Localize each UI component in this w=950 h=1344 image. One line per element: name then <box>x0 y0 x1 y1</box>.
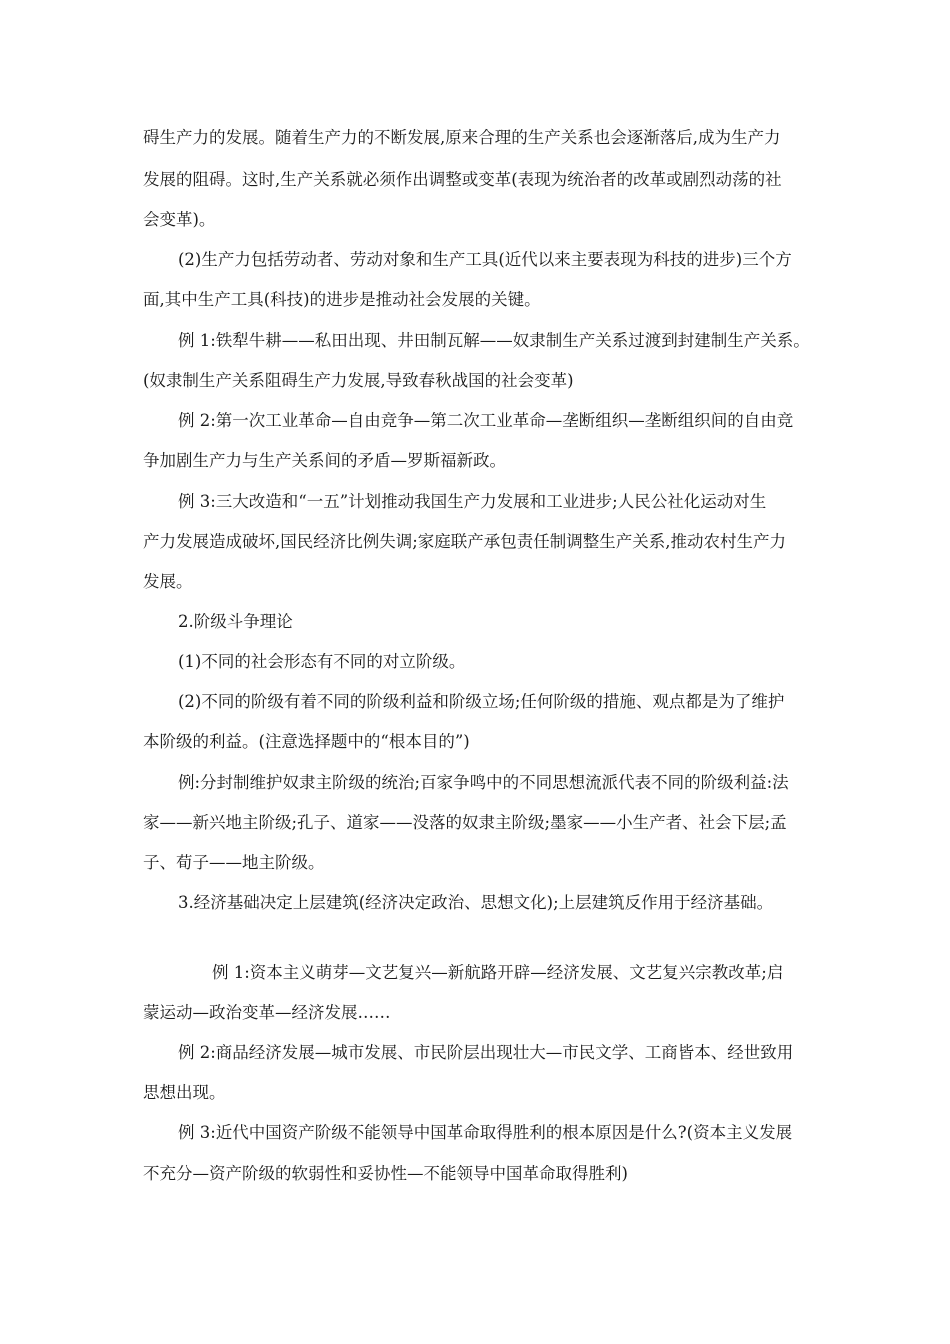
text-line: 发展的阻碍。这时,生产关系就必须作出调整或变革(表现为统治者的改革或剧烈动荡的社 <box>143 170 782 189</box>
text-line: 面,其中生产工具(科技)的进步是推动社会发展的关键。 <box>143 290 541 309</box>
text-line: 家——新兴地主阶级;孔子、道家——没落的奴隶主阶级;墨家——小生产者、社会下层;孟 <box>143 813 787 832</box>
text-line: 例:分封制维护奴隶主阶级的统治;百家争鸣中的不同思想流派代表不同的阶级利益:法 <box>178 773 789 792</box>
text-line: 例 2:第一次工业革命—自由竞争—第二次工业革命—垄断组织—垄断组织间的自由竞 <box>178 411 794 430</box>
text-line: (2)不同的阶级有着不同的阶级利益和阶级立场;任何阶级的措施、观点都是为了维护 <box>178 692 785 711</box>
text-line: 例 2:商品经济发展—城市发展、市民阶层出现壮大—市民文学、工商皆本、经世致用 <box>178 1043 794 1062</box>
text-line: (2)生产力包括劳动者、劳动对象和生产工具(近代以来主要表现为科技的进步)三个方 <box>178 250 792 269</box>
text-line: 思想出现。 <box>143 1083 226 1102</box>
text-line: 蒙运动—政治变革—经济发展…… <box>143 1003 391 1022</box>
text-line: 争加剧生产力与生产关系间的矛盾—罗斯福新政。 <box>143 451 506 470</box>
text-line: (1)不同的社会形态有不同的对立阶级。 <box>178 652 466 671</box>
text-line: 例 3:近代中国资产阶级不能领导中国革命取得胜利的根本原因是什么?(资本主义发展 <box>178 1123 793 1142</box>
text-line: 子、荀子——地主阶级。 <box>143 853 325 872</box>
section-heading: 3.经济基础决定上层建筑(经济决定政治、思想文化);上层建筑反作用于经济基础。 <box>178 893 774 912</box>
text-line: 会变革)。 <box>143 210 216 229</box>
text-line: 本阶级的利益。(注意选择题中的“根本目的”) <box>143 732 470 751</box>
text-line: 产力发展造成破坏,国民经济比例失调;家庭联产承包责任制调整生产关系,推动农村生产力 <box>143 532 787 551</box>
text-line: 例 1:铁犁牛耕——私田出现、井田制瓦解——奴隶制生产关系过渡到封建制生产关系。 <box>178 331 810 350</box>
text-line: 不充分—资产阶级的软弱性和妥协性—不能领导中国革命取得胜利) <box>143 1164 628 1183</box>
section-heading: 2.阶级斗争理论 <box>178 612 293 631</box>
text-line: 例 1:资本主义萌芽—文艺复兴—新航路开辟—经济发展、文艺复兴宗教改革;启 <box>212 963 784 982</box>
text-line: 碍生产力的发展。随着生产力的不断发展,原来合理的生产关系也会逐渐落后,成为生产力 <box>143 128 781 147</box>
text-line: 例 3:三大改造和“一五”计划推动我国生产力发展和工业进步;人民公社化运动对生 <box>178 492 767 511</box>
text-line: 发展。 <box>143 572 193 591</box>
text-line: (奴隶制生产关系阻碍生产力发展,导致春秋战国的社会变革) <box>143 371 574 390</box>
